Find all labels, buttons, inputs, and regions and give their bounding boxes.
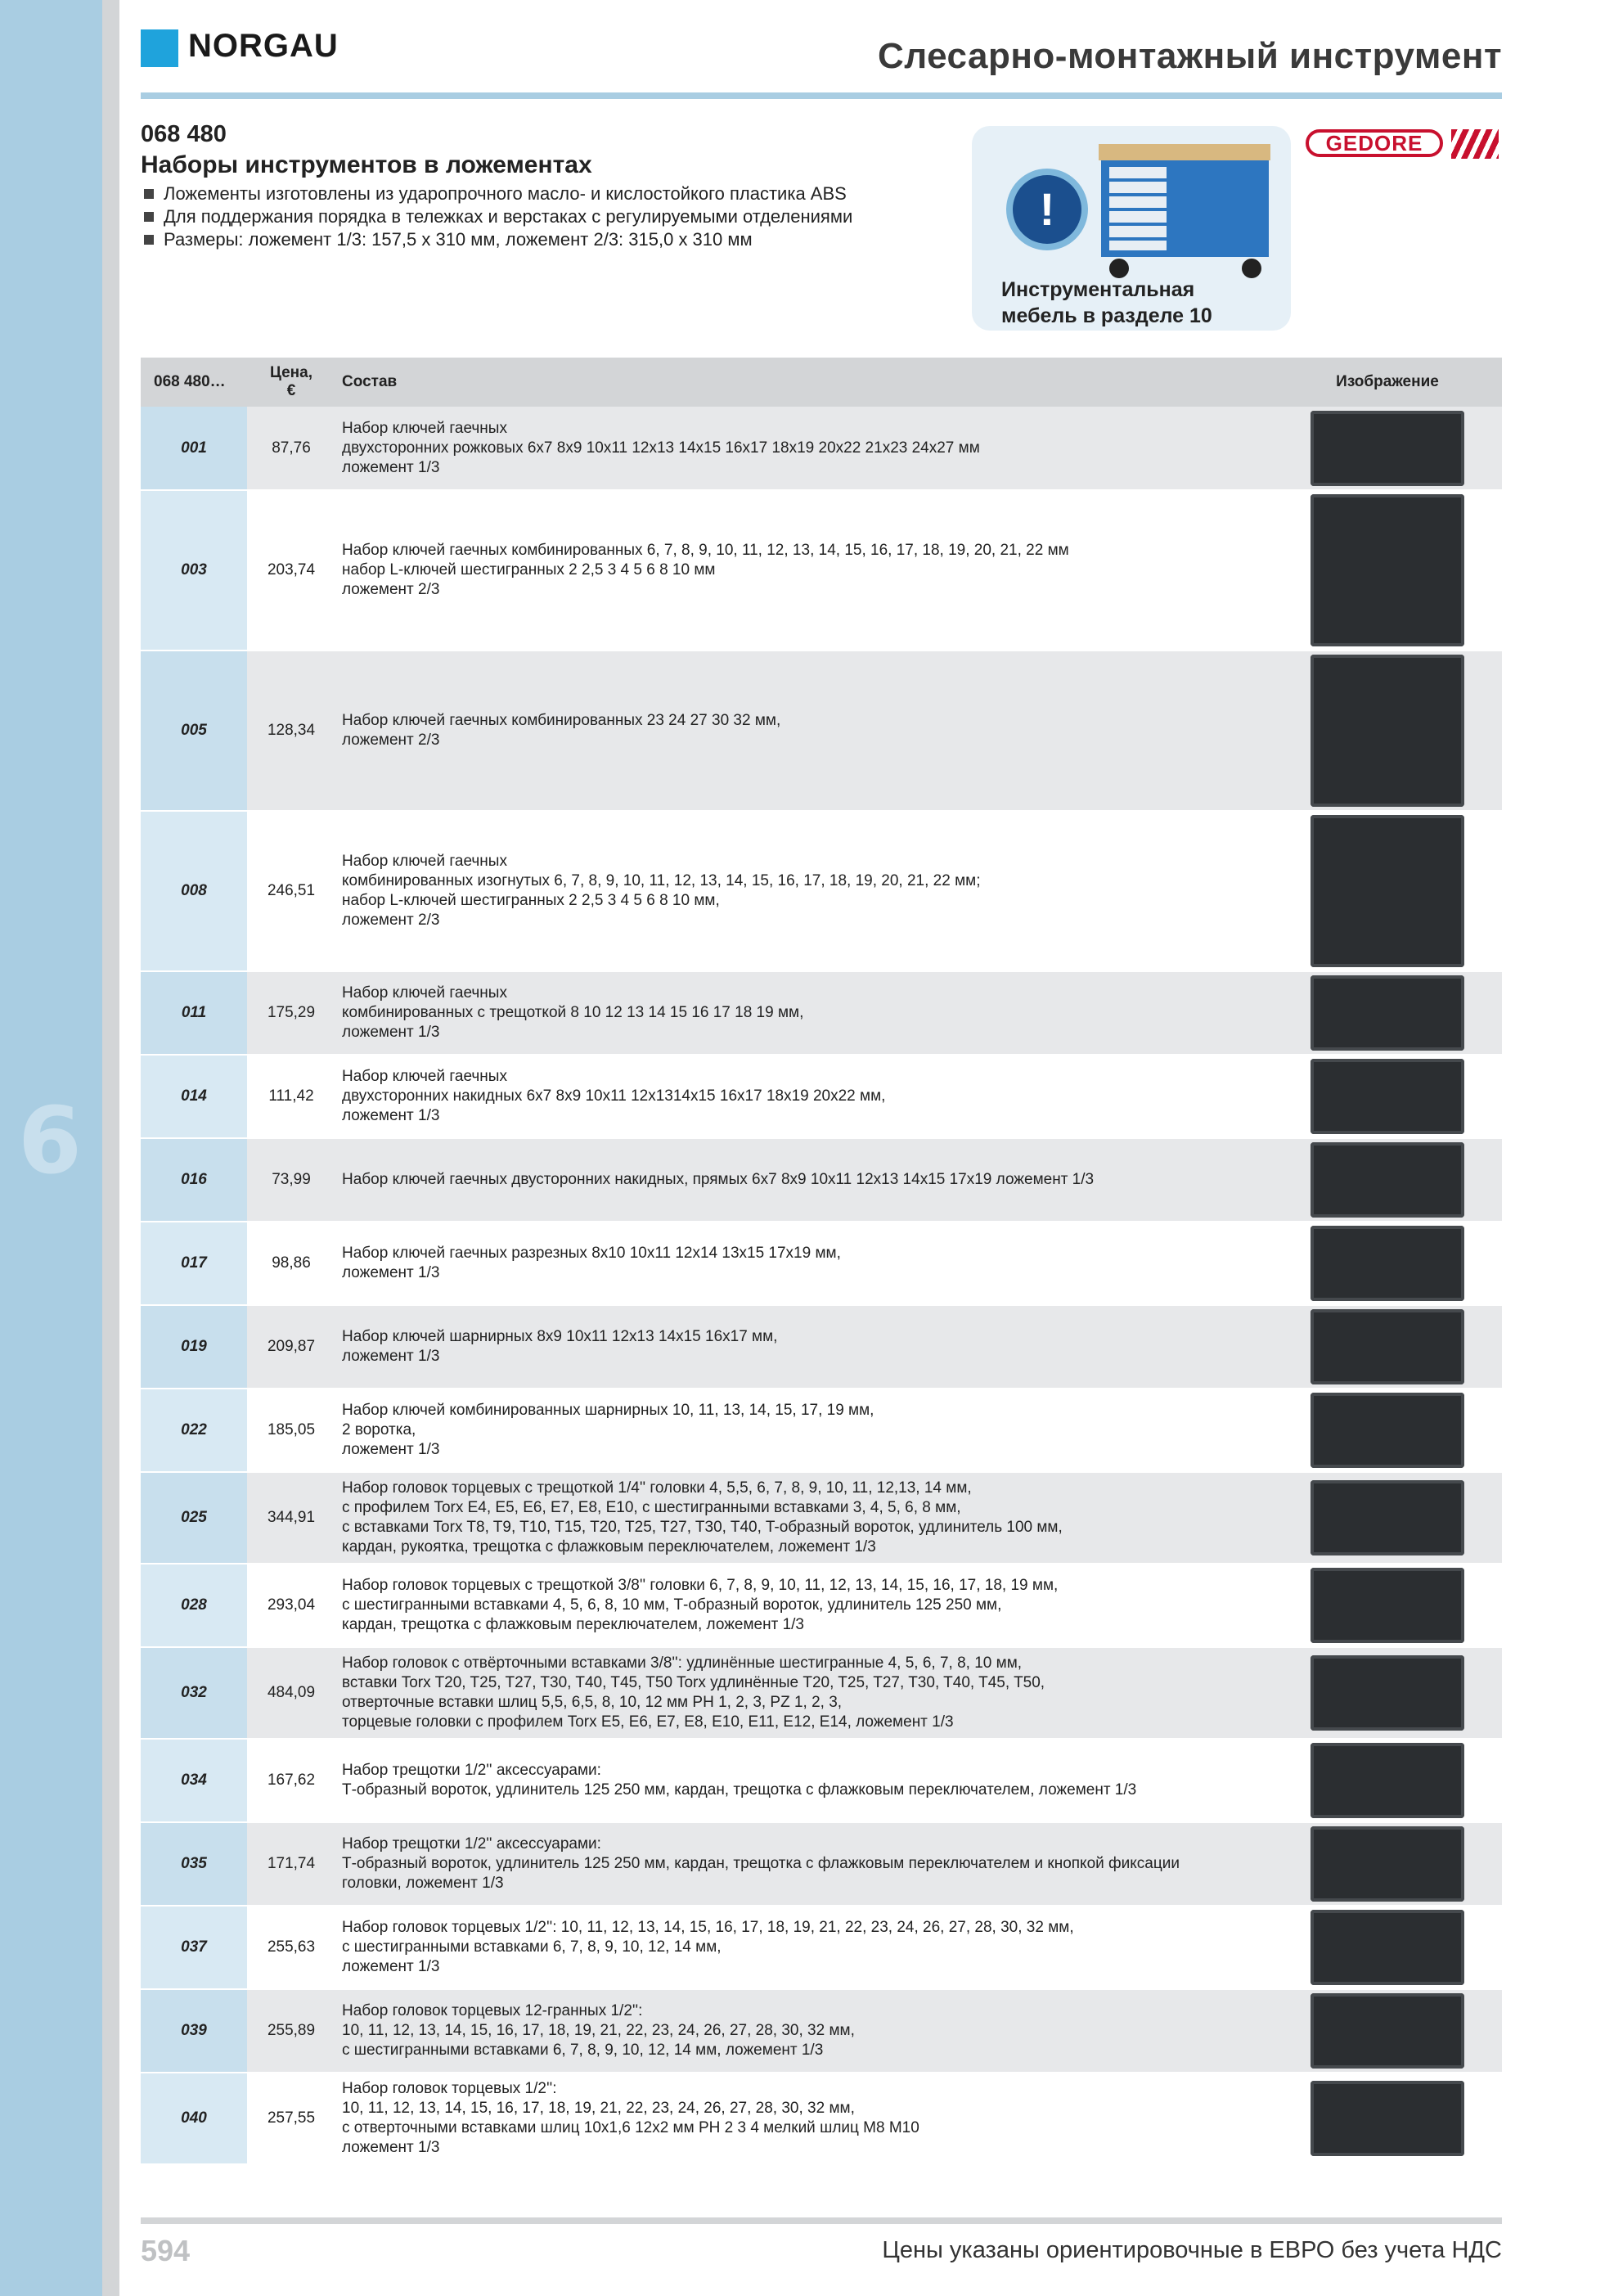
cell-code: 001 xyxy=(141,407,247,490)
header-composition: Состав xyxy=(335,358,1273,407)
cell-image xyxy=(1273,2073,1502,2164)
cell-composition: Набор головок торцевых 1/2'': 10, 11, 12, 13, 14, 15, 16, 17, 18, 19, 21, 22, 23, 24, 26, 27, 28, 30, 32 мм, с отверточными вставками шлиц 10x1,6 12x2 мм PH 2 3 4 мелкий шлиц M8 M10 ложемент 1/3 xyxy=(335,2073,1273,2164)
section-number: 6 xyxy=(18,1088,82,1195)
furniture-caption-line: Инструментальная xyxy=(1001,278,1195,301)
cell-composition: Набор головок торцевых с трещоткой 3/8'' головки 6, 7, 8, 9, 10, 11, 12, 13, 14, 15, 16, 17, 18, 19 мм, с шестигранными вставками 4, 5, 6, 8, 10 мм, Т-образный вороток, удлинитель 125 250 мм, кардан, трещотка с флажковым переключателем, ложемент 1/3 xyxy=(335,1564,1273,1647)
header-price-label: Цена, xyxy=(270,364,312,381)
gedore-logo xyxy=(1306,126,1502,162)
cell-price: 111,42 xyxy=(247,1055,335,1138)
tool-tray-image xyxy=(1311,1993,1464,2069)
cell-image xyxy=(1273,1564,1502,1647)
tool-tray-image xyxy=(1311,1568,1464,1643)
tool-tray-image xyxy=(1311,494,1464,646)
cell-image xyxy=(1273,1906,1502,1989)
cell-code: 003 xyxy=(141,490,247,651)
workbench-top xyxy=(1099,144,1270,160)
cell-code: 014 xyxy=(141,1055,247,1138)
cell-code: 011 xyxy=(141,971,247,1055)
cell-code: 032 xyxy=(141,1647,247,1739)
gedore-stripes-icon xyxy=(1451,129,1499,159)
tool-tray-image xyxy=(1311,1743,1464,1818)
brand-logo-mark xyxy=(141,29,178,67)
cell-price: 203,74 xyxy=(247,490,335,651)
cell-price: 255,63 xyxy=(247,1906,335,1989)
table-row xyxy=(141,811,1502,971)
cell-code: 017 xyxy=(141,1222,247,1305)
cell-price: 175,29 xyxy=(247,971,335,1055)
cell-image xyxy=(1273,1389,1502,1472)
table-header-row xyxy=(141,358,1502,407)
cell-composition: Набор ключей гаечных двусторонних накидных, прямых 6x7 8x9 10x11 12x13 14x15 17x19 ложемент 1/3 xyxy=(335,1138,1273,1222)
tool-tray-image xyxy=(1311,1480,1464,1555)
product-table xyxy=(141,358,1502,2165)
table-row xyxy=(141,651,1502,811)
cell-price: 246,51 xyxy=(247,811,335,971)
cell-price: 293,04 xyxy=(247,1564,335,1647)
cell-code: 037 xyxy=(141,1906,247,1989)
table-row xyxy=(141,1739,1502,1822)
cell-composition: Набор головок с отвёрточными вставками 3/8'': удлинённые шестигранные 4, 5, 6, 7, 8, 10 мм, вставки Torx T20, T25, T27, T30, T40, T45, T50 Torx удлинённые T20, T25, T27, T30, T40, T45, T50, отверточные вставки шлиц 5,5, 6,5, 8, 10, 12 мм PH 1, 2, 3, PZ 1, 2, 3, торцевые головки с профилем Torx E5, E6, E7, E8, E10, E11, E12, E14, ложемент 1/3 xyxy=(335,1647,1273,1739)
table-row xyxy=(141,1472,1502,1564)
cell-image xyxy=(1273,407,1502,490)
cell-code: 005 xyxy=(141,651,247,811)
cell-composition: Набор ключей гаечных разрезных 8x10 10x11 12x14 13x15 17x19 мм, ложемент 1/3 xyxy=(335,1222,1273,1305)
cell-composition: Набор ключей гаечных комбинированных изогнутых 6, 7, 8, 9, 10, 11, 12, 13, 14, 15, 16, 17, 18, 19, 20, 21, 22 мм; набор L-ключей шестигранных 2 2,5 3 4 5 6 8 10 мм, ложемент 2/3 xyxy=(335,811,1273,971)
cell-price: 209,87 xyxy=(247,1305,335,1389)
cell-image xyxy=(1273,1055,1502,1138)
table-row xyxy=(141,2073,1502,2164)
cell-price: 87,76 xyxy=(247,407,335,490)
table-row xyxy=(141,490,1502,651)
cell-price: 98,86 xyxy=(247,1222,335,1305)
cell-composition: Набор ключей шарнирных 8x9 10x11 12x13 14x15 16x17 мм, ложемент 1/3 xyxy=(335,1305,1273,1389)
table-row xyxy=(141,1564,1502,1647)
cell-image xyxy=(1273,1138,1502,1222)
tool-tray-image xyxy=(1311,1309,1464,1384)
cell-composition: Набор трещотки 1/2'' аксессуарами: Т-образный вороток, удлинитель 125 250 мм, кардан, трещотка с флажковым переключателем и кнопкой фиксации головки, ложемент 1/3 xyxy=(335,1822,1273,1906)
tool-tray-image xyxy=(1311,1655,1464,1731)
header-code: 068 480… xyxy=(141,358,247,407)
cell-composition: Набор ключей гаечных комбинированных 23 24 27 30 32 мм, ложемент 2/3 xyxy=(335,651,1273,811)
wheel-icon xyxy=(1109,259,1129,278)
cell-composition: Набор ключей гаечных двухсторонних рожковых 6x7 8x9 10x11 12x13 14x15 16x17 18x19 20x22 21x23 24x27 мм ложемент 1/3 xyxy=(335,407,1273,490)
furniture-caption xyxy=(1001,277,1212,329)
cell-image xyxy=(1273,1222,1502,1305)
header-price xyxy=(247,358,335,407)
table-row xyxy=(141,1055,1502,1138)
cell-price: 167,62 xyxy=(247,1739,335,1822)
cell-code: 028 xyxy=(141,1564,247,1647)
table-row xyxy=(141,1305,1502,1389)
cell-composition: Набор ключей гаечных комбинированных 6, 7, 8, 9, 10, 11, 12, 13, 14, 15, 16, 17, 18, 19, 20, 21, 22 мм набор L-ключей шестигранных 2 2,5 3 4 5 6 8 10 мм ложемент 2/3 xyxy=(335,490,1273,651)
table-row xyxy=(141,971,1502,1055)
header-image: Изображение xyxy=(1273,358,1502,407)
feature-item: Ложементы изготовлены из ударопрочного масло- и кислостойкого пластика ABS xyxy=(141,182,852,205)
exclamation-icon: ! xyxy=(1006,169,1088,250)
product-code: 068 480 xyxy=(141,121,227,147)
cell-composition: Набор ключей гаечных комбинированных с трещоткой 8 10 12 13 14 15 16 17 18 19 мм, ложемент 1/3 xyxy=(335,971,1273,1055)
cell-price: 257,55 xyxy=(247,2073,335,2164)
header-divider xyxy=(141,92,1502,99)
cell-image xyxy=(1273,1472,1502,1564)
tool-tray-image xyxy=(1311,815,1464,967)
cell-price: 185,05 xyxy=(247,1389,335,1472)
cell-image xyxy=(1273,1822,1502,1906)
table-row xyxy=(141,1138,1502,1222)
tool-tray-image xyxy=(1311,1826,1464,1902)
cell-code: 016 xyxy=(141,1138,247,1222)
cell-code: 008 xyxy=(141,811,247,971)
cell-image xyxy=(1273,811,1502,971)
gedore-logo-text: GEDORE xyxy=(1306,129,1443,157)
cell-composition: Набор головок торцевых 12-гранных 1/2'': 10, 11, 12, 13, 14, 15, 16, 17, 18, 19, 21, 22, 23, 24, 26, 27, 28, 30, 32 мм, с шестигранными вставками 6, 7, 8, 9, 10, 12, 14 мм, ложемент 1/3 xyxy=(335,1989,1273,2073)
cell-price: 73,99 xyxy=(247,1138,335,1222)
cell-composition: Набор ключей гаечных двухсторонних накидных 6x7 8x9 10x11 12x1314x15 16x17 18x19 20x22 мм, ложемент 1/3 xyxy=(335,1055,1273,1138)
cell-image xyxy=(1273,971,1502,1055)
cell-price: 128,34 xyxy=(247,651,335,811)
section-title: Слесарно-монтажный инструмент xyxy=(877,36,1502,76)
tool-tray-image xyxy=(1311,1226,1464,1301)
cell-image xyxy=(1273,1647,1502,1739)
cell-image xyxy=(1273,651,1502,811)
table-row xyxy=(141,1906,1502,1989)
side-bar-edge xyxy=(102,0,119,2296)
price-note: Цены указаны ориентировочные в ЕВРО без учета НДС xyxy=(882,2237,1502,2263)
furniture-caption-line: мебель в разделе 10 xyxy=(1001,304,1212,327)
tool-tray-image xyxy=(1311,2081,1464,2156)
furniture-callout xyxy=(972,126,1291,331)
cell-code: 025 xyxy=(141,1472,247,1564)
cell-composition: Набор головок торцевых с трещоткой 1/4'' головки 4, 5,5, 6, 7, 8, 9, 10, 11, 12,13, 14 мм, с профилем Torx E4, E5, E6, E7, E8, E10, с шестигранными вставками 3, 4, 5, 6, 8 мм, с вставками Torx T8, T9, T10, T15, T20, T25, T27, T30, T40, T-образный вороток, удлинитель 100 мм, кардан, рукоятка, трещотка с флажковым переключателем, ложемент 1/3 xyxy=(335,1472,1273,1564)
cell-composition: Набор трещотки 1/2'' аксессуарами: Т-образный вороток, удлинитель 125 250 мм, кардан, трещотка с флажковым переключателем, ложемент 1/3 xyxy=(335,1739,1273,1822)
table-row xyxy=(141,1647,1502,1739)
cell-composition: Набор ключей комбинированных шарнирных 10, 11, 13, 14, 15, 17, 19 мм, 2 воротка, ложемент 1/3 xyxy=(335,1389,1273,1472)
cell-code: 040 xyxy=(141,2073,247,2164)
cell-image xyxy=(1273,490,1502,651)
header-price-currency: € xyxy=(286,382,296,399)
cell-price: 344,91 xyxy=(247,1472,335,1564)
cell-code: 019 xyxy=(141,1305,247,1389)
tool-tray-image xyxy=(1311,1142,1464,1218)
table-row xyxy=(141,1989,1502,2073)
feature-item: Размеры: ложемент 1/3: 157,5 x 310 мм, ложемент 2/3: 315,0 x 310 мм xyxy=(141,228,852,251)
table-row xyxy=(141,1822,1502,1906)
cell-composition: Набор головок торцевых 1/2'': 10, 11, 12, 13, 14, 15, 16, 17, 18, 19, 21, 22, 23, 24, 26, 27, 28, 30, 32 мм, с шестигранными вставками 6, 7, 8, 9, 10, 12, 14 мм, ложемент 1/3 xyxy=(335,1906,1273,1989)
page-number: 594 xyxy=(141,2234,191,2267)
cell-image xyxy=(1273,1989,1502,2073)
tool-tray-image xyxy=(1311,655,1464,807)
footer-divider xyxy=(141,2217,1502,2224)
tool-tray-image xyxy=(1311,1059,1464,1134)
tool-tray-image xyxy=(1311,1393,1464,1468)
cell-image xyxy=(1273,1739,1502,1822)
cell-code: 034 xyxy=(141,1739,247,1822)
tool-tray-image xyxy=(1311,975,1464,1051)
table-row xyxy=(141,1222,1502,1305)
feature-item: Для поддержания порядка в тележках и верстаках с регулируемыми отделениями xyxy=(141,205,852,228)
wheel-icon xyxy=(1242,259,1261,278)
table-row xyxy=(141,1389,1502,1472)
cell-price: 484,09 xyxy=(247,1647,335,1739)
product-title: Наборы инструментов в ложементах xyxy=(141,151,592,178)
workbench-drawers xyxy=(1109,167,1167,250)
cell-image xyxy=(1273,1305,1502,1389)
tool-tray-image xyxy=(1311,1910,1464,1985)
tool-tray-image xyxy=(1311,411,1464,486)
cell-price: 171,74 xyxy=(247,1822,335,1906)
cell-code: 039 xyxy=(141,1989,247,2073)
brand-logo-text: NORGAU xyxy=(188,28,339,64)
feature-list xyxy=(141,182,852,251)
cell-code: 022 xyxy=(141,1389,247,1472)
cell-price: 255,89 xyxy=(247,1989,335,2073)
cell-code: 035 xyxy=(141,1822,247,1906)
table-row xyxy=(141,407,1502,490)
